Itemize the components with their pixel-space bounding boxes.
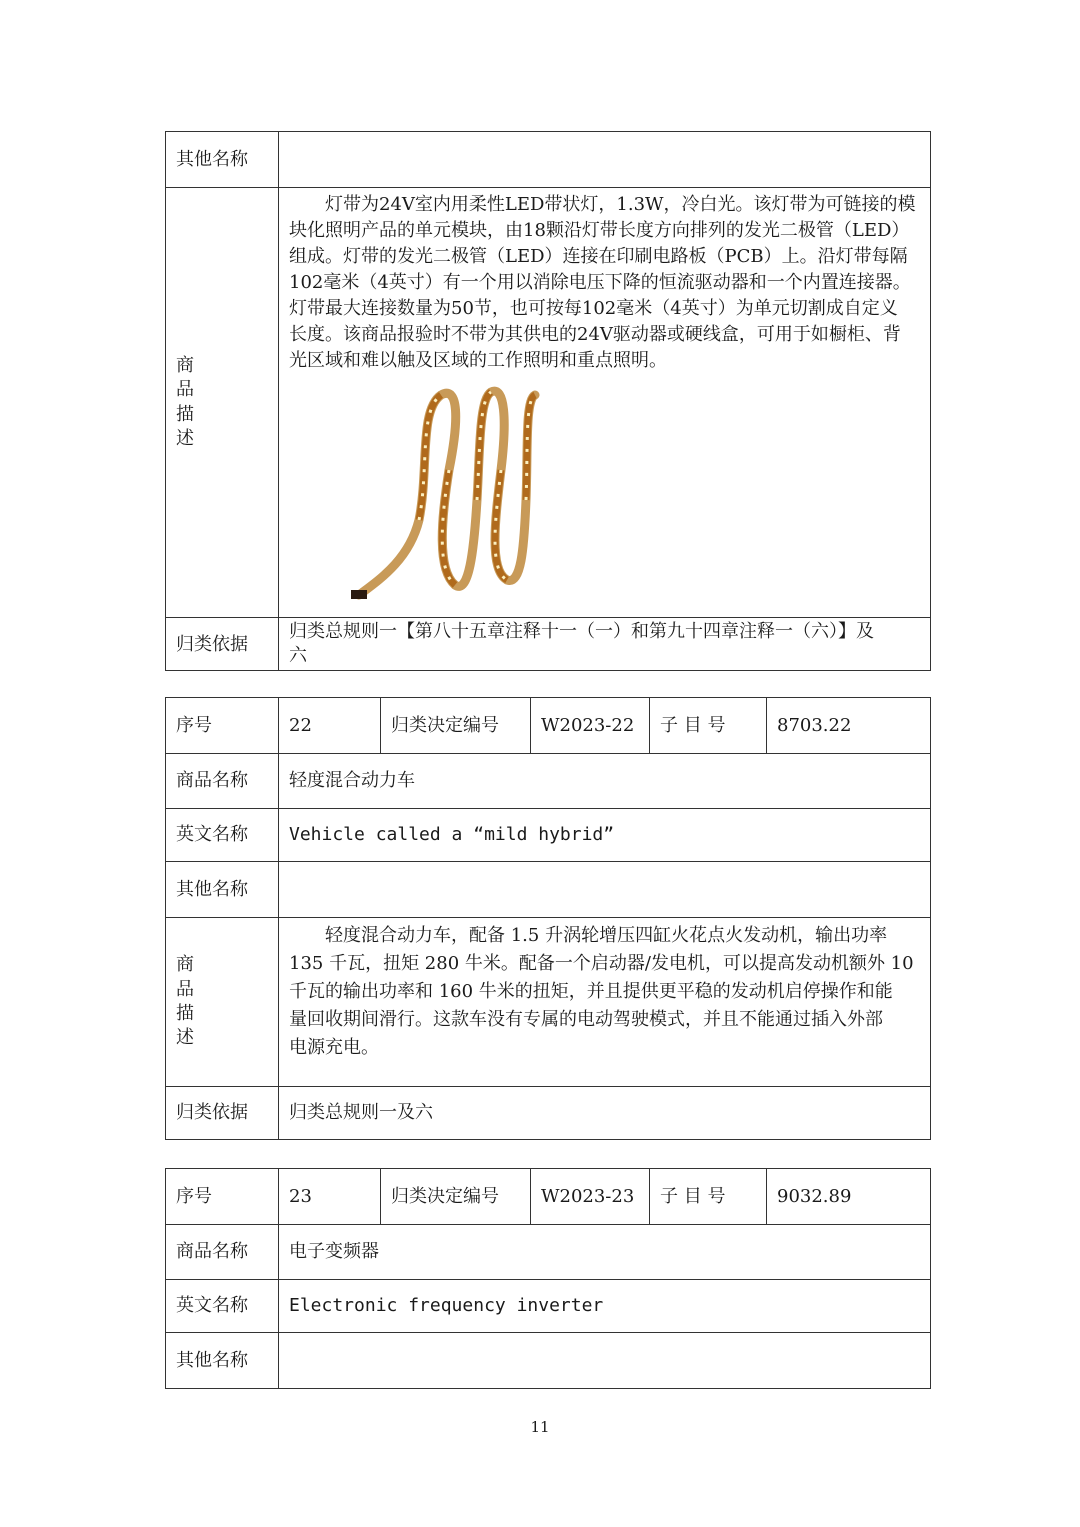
description-cell [279, 918, 931, 1087]
desc-line: 块化照明产品的单元模块，由18颗沿灯带长度方向排列的发光二极管（LED） [289, 220, 910, 241]
page-number: 11 [530, 1418, 550, 1436]
led-strip-image [289, 380, 920, 617]
desc-line: 灯带为24V室内用柔性LED带状灯，1.3W，冷白光。该灯带为可链接的模 [325, 194, 916, 215]
desc-line: 组成。灯带的发光二极管（LED）连接在印刷电路板（PCB）上。沿灯带每隔 [289, 246, 908, 267]
basis-label: 归类依据 [166, 1087, 279, 1140]
en-name-label: 英文名称 [166, 809, 279, 862]
other-name-value [279, 862, 931, 918]
en-name-value: Electronic frequency inverter [279, 1280, 931, 1333]
decision-value: W2023-22 [531, 698, 650, 754]
led-strip-illustration [349, 380, 549, 610]
desc-line: 量回收期间滑行。这款车没有专属的电动驾驶模式，并且不能通过插入外部 [289, 1009, 883, 1030]
record-22-table [165, 697, 931, 1140]
desc-line: 长度。该商品报验时不带为其供电的24V驱动器或硬线盒，可用于如橱柜、背 [289, 324, 901, 345]
description-label: 商品描述 [166, 188, 279, 618]
subheading-label: 子 目 号 [650, 1169, 767, 1225]
decision-label: 归类决定编号 [381, 1169, 531, 1225]
desc-line: 102毫米（4英寸）有一个用以消除电压下降的恒流驱动器和一个内置连接器。 [289, 272, 911, 293]
name-value: 轻度混合动力车 [279, 754, 931, 809]
subheading-value: 8703.22 [767, 698, 931, 754]
record-23-table [165, 1168, 931, 1389]
basis-label: 归类依据 [166, 618, 279, 671]
seq-value: 22 [279, 698, 381, 754]
desc-line: 千瓦的输出功率和 160 牛米的扭矩，并且提供更平稳的发动机启停操作和能 [289, 981, 893, 1002]
name-label: 商品名称 [166, 754, 279, 809]
desc-line: 电源充电。 [289, 1037, 379, 1058]
desc-line: 135 千瓦，扭矩 280 牛米。配备一个启动器/发电机，可以提高发动机额外 10 [289, 953, 914, 974]
desc-line: 光区域和难以触及区域的工作照明和重点照明。 [289, 350, 667, 371]
description-cell [279, 188, 931, 618]
other-name-value [279, 132, 931, 188]
basis-value: 归类总规则一及六 [279, 1087, 931, 1140]
subheading-value: 9032.89 [767, 1169, 931, 1225]
other-name-label: 其他名称 [166, 132, 279, 188]
decision-label: 归类决定编号 [381, 698, 531, 754]
basis-value: 归类总规则一【第八十五章注释十一（一）和第九十四章注释一（六）】及 六 [279, 618, 931, 671]
other-name-value [279, 1333, 931, 1389]
name-value: 电子变频器 [279, 1225, 931, 1280]
decision-value: W2023-23 [531, 1169, 650, 1225]
name-label: 商品名称 [166, 1225, 279, 1280]
seq-label: 序号 [166, 698, 279, 754]
subheading-label: 子 目 号 [650, 698, 767, 754]
desc-line: 灯带最大连接数量为50节，也可按每102毫米（4英寸）为单元切割成自定义 [289, 298, 898, 319]
seq-value: 23 [279, 1169, 381, 1225]
other-name-label: 其他名称 [166, 1333, 279, 1389]
en-name-value: Vehicle called a “mild hybrid” [279, 809, 931, 862]
record-21-table [165, 131, 931, 671]
other-name-label: 其他名称 [166, 862, 279, 918]
seq-label: 序号 [166, 1169, 279, 1225]
en-name-label: 英文名称 [166, 1280, 279, 1333]
desc-line: 轻度混合动力车，配备 1.5 升涡轮增压四缸火花点火发动机，输出功率 [325, 925, 888, 946]
description-label: 商品描述 [166, 918, 279, 1087]
